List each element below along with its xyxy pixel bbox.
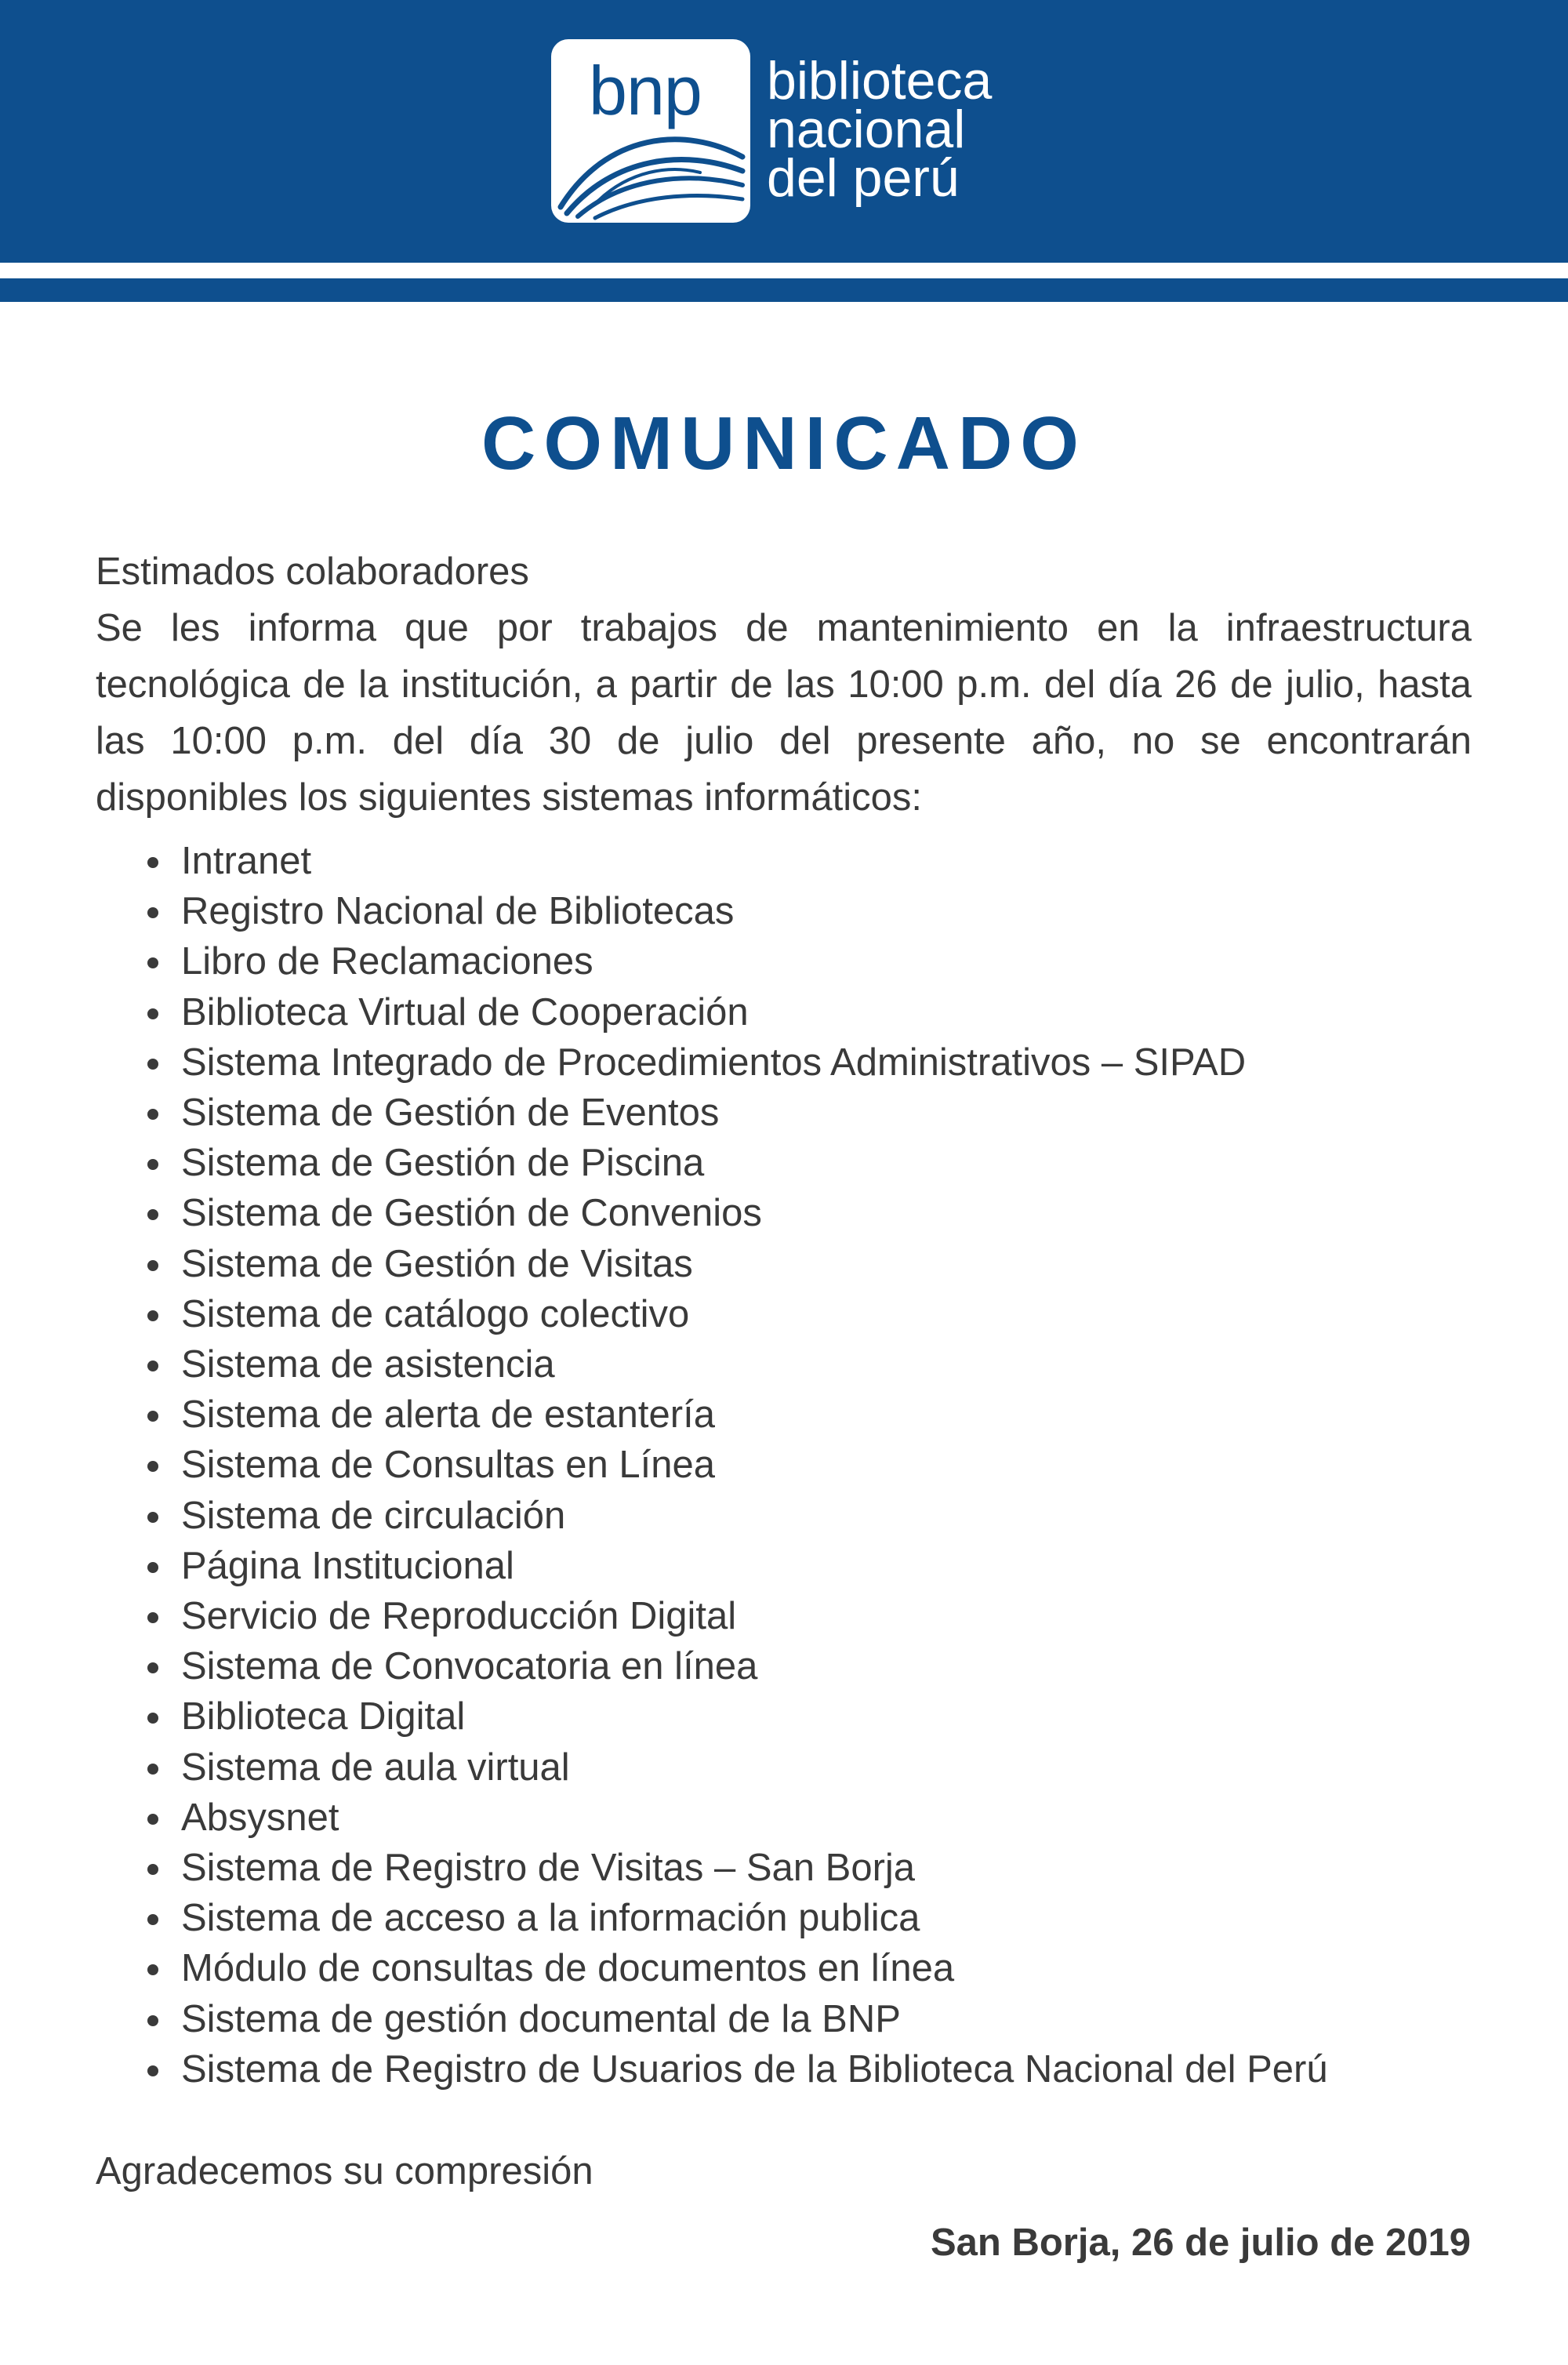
logo-wordmark bbox=[767, 51, 1096, 208]
closing-text: Agradecemos su compresión bbox=[96, 2150, 593, 2192]
list-item bbox=[143, 1843, 1523, 1893]
list-item bbox=[143, 1188, 1523, 1238]
book-swoosh-icon bbox=[551, 39, 750, 223]
logo-wordmark-line: del perú bbox=[767, 148, 960, 208]
list-item bbox=[143, 1591, 1523, 1641]
bullet-icon bbox=[147, 1461, 158, 1472]
list-item-label: Intranet bbox=[181, 840, 312, 882]
systems-list bbox=[143, 836, 1523, 2094]
bullet-icon bbox=[147, 907, 158, 918]
list-item-label: Sistema Integrado de Procedimientos Administrativos – SIPAD bbox=[181, 1041, 1247, 1084]
list-item bbox=[143, 1339, 1523, 1390]
list-item bbox=[143, 1793, 1523, 1843]
bullet-icon bbox=[147, 1612, 158, 1623]
bullet-icon bbox=[147, 1310, 158, 1321]
list-item-label: Sistema de catálogo colectivo bbox=[181, 1292, 690, 1335]
bullet-icon bbox=[147, 1562, 158, 1573]
list-item-label: Biblioteca Virtual de Cooperación bbox=[181, 990, 749, 1034]
list-item bbox=[143, 1691, 1523, 1742]
logo-wordmark-line: biblioteca bbox=[767, 51, 993, 111]
bullet-icon bbox=[147, 857, 158, 868]
signature-date: San Borja, 26 de julio de 2019 bbox=[931, 2222, 1471, 2264]
bullet-icon bbox=[147, 1964, 158, 1975]
list-item bbox=[143, 1037, 1523, 1088]
list-item-label: Sistema de Consultas en Línea bbox=[181, 1444, 715, 1487]
announcement-paragraph: Se les informa que por trabajos de mantenimiento en la infraestructura tecnológica de la institución, a partir de las 10:00 p.m. del día 26 de julio, hasta las 10:00 p.m. del día 30 de julio del presente año, no se encontrarán disponibles los siguientes sistemas informáticos: bbox=[96, 607, 1472, 819]
bullet-icon bbox=[147, 1209, 158, 1220]
list-item bbox=[143, 1893, 1523, 1943]
list-item bbox=[143, 1491, 1523, 1541]
list-item-label: Página Institucional bbox=[181, 1544, 514, 1587]
list-item-label: Sistema de Registro de Usuarios de la Biblioteca Nacional del Perú bbox=[181, 2047, 1328, 2091]
list-item-label: Sistema de aula virtual bbox=[181, 1746, 570, 1789]
bullet-icon bbox=[147, 1864, 158, 1875]
list-item bbox=[143, 987, 1523, 1037]
list-item-label: Absysnet bbox=[181, 1796, 339, 1839]
bullet-icon bbox=[147, 1008, 158, 1019]
logo-wordmark-line: nacional bbox=[767, 100, 966, 159]
bullet-icon bbox=[147, 1109, 158, 1120]
list-item bbox=[143, 1390, 1523, 1440]
list-item bbox=[143, 2044, 1523, 2094]
list-item bbox=[143, 1943, 1523, 1993]
bullet-icon bbox=[147, 1713, 158, 1724]
list-item-label: Sistema de acceso a la información publica bbox=[181, 1897, 920, 1940]
logo-abbrev: bnp bbox=[589, 52, 702, 129]
bullet-icon bbox=[147, 1260, 158, 1271]
bullet-icon bbox=[147, 1914, 158, 1925]
list-item bbox=[143, 1641, 1523, 1691]
list-item-label: Sistema de gestión documental de la BNP bbox=[181, 1997, 901, 2040]
list-item bbox=[143, 1239, 1523, 1289]
page-title: COMUNICADO bbox=[481, 401, 1087, 485]
bullet-icon bbox=[147, 1764, 158, 1775]
list-item bbox=[143, 936, 1523, 986]
list-item-label: Sistema de Gestión de Piscina bbox=[181, 1142, 705, 1185]
list-item bbox=[143, 1440, 1523, 1490]
announcement-body bbox=[96, 543, 1472, 826]
list-item-label: Biblioteca Digital bbox=[181, 1695, 466, 1738]
list-item bbox=[143, 1088, 1523, 1138]
bullet-icon bbox=[147, 1662, 158, 1673]
list-item-label: Sistema de alerta de estantería bbox=[181, 1393, 715, 1437]
bnp-logo bbox=[551, 39, 750, 223]
bullet-icon bbox=[147, 1059, 158, 1070]
list-item bbox=[143, 1742, 1523, 1793]
list-item-label: Servicio de Reproducción Digital bbox=[181, 1595, 737, 1638]
bullet-icon bbox=[147, 2065, 158, 2076]
list-item bbox=[143, 886, 1523, 936]
bullet-icon bbox=[147, 957, 158, 968]
list-item-label: Sistema de Gestión de Convenios bbox=[181, 1192, 762, 1235]
list-item-label: Sistema de circulación bbox=[181, 1494, 566, 1537]
bullet-icon bbox=[147, 1814, 158, 1825]
bullet-icon bbox=[147, 1512, 158, 1523]
list-item bbox=[143, 836, 1523, 886]
bullet-icon bbox=[147, 1361, 158, 1371]
list-item-label: Sistema de asistencia bbox=[181, 1343, 555, 1386]
list-item bbox=[143, 1541, 1523, 1591]
list-item-label: Sistema de Gestión de Visitas bbox=[181, 1242, 693, 1285]
bullet-icon bbox=[147, 1159, 158, 1170]
list-item-label: Sistema de Gestión de Eventos bbox=[181, 1092, 720, 1135]
header-divider-blue bbox=[0, 278, 1568, 302]
list-item bbox=[143, 1289, 1523, 1339]
list-item-label: Sistema de Registro de Visitas – San Borja bbox=[181, 1847, 916, 1890]
list-item-label: Módulo de consultas de documentos en línea bbox=[181, 1947, 955, 1990]
list-item bbox=[143, 1994, 1523, 2044]
list-item-label: Registro Nacional de Bibliotecas bbox=[181, 890, 735, 933]
list-item-label: Libro de Reclamaciones bbox=[181, 940, 593, 983]
bullet-icon bbox=[147, 1411, 158, 1422]
list-item-label: Sistema de Convocatoria en línea bbox=[181, 1645, 758, 1688]
bullet-icon bbox=[147, 2015, 158, 2026]
greeting: Estimados colaboradores bbox=[96, 550, 529, 593]
header-divider-white bbox=[0, 263, 1568, 278]
list-item bbox=[143, 1138, 1523, 1188]
